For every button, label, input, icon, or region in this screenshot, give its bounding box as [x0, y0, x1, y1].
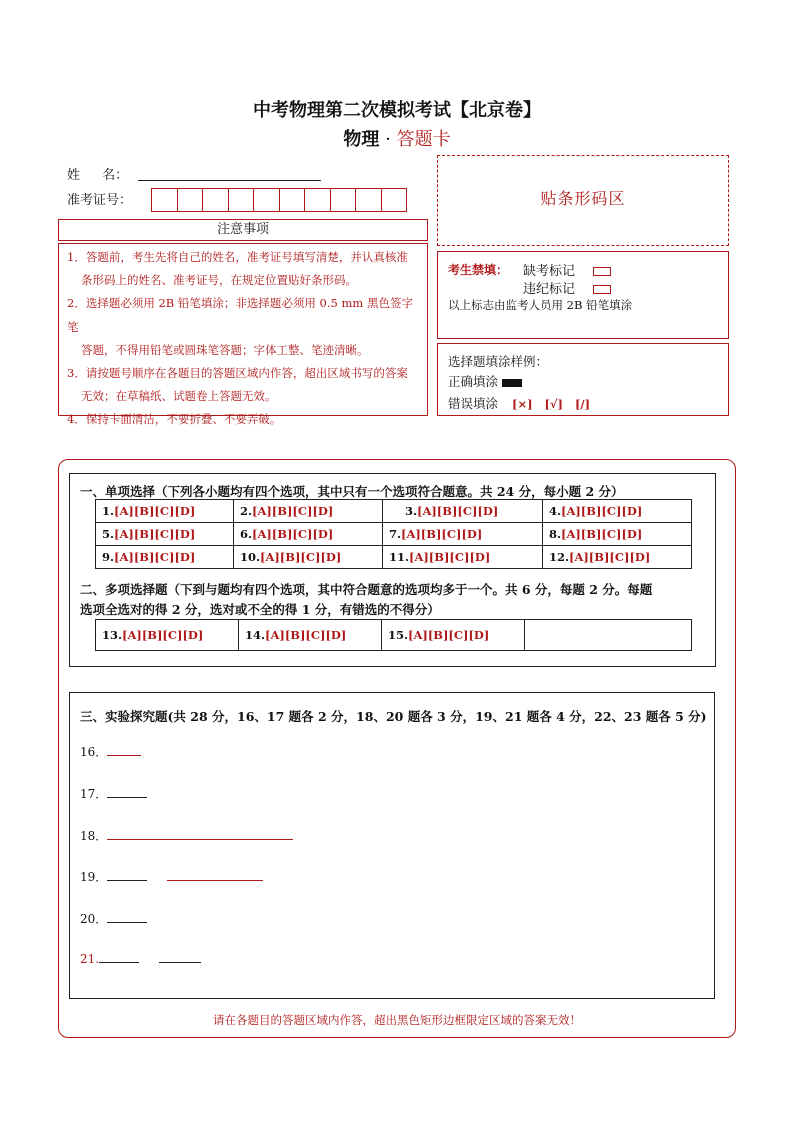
question-cell[interactable]: 12.[A][B][C][D] [542, 546, 691, 569]
question-cell[interactable]: 8.[A][B][C][D] [542, 523, 691, 546]
answer-blank[interactable] [159, 952, 201, 963]
id-digit-box[interactable] [279, 188, 306, 212]
notice-line: 条形码上的姓名、准考证号，在规定位置贴好条形码。 [81, 273, 357, 288]
subject-label: 物理 [343, 129, 380, 150]
exam-title: 中考物理第二次模拟考试【北京卷】 [253, 100, 541, 121]
subtitle-dot: · [385, 129, 391, 150]
section1-heading: 一、单项选择（下列各小题均有四个选项，其中只有一个选项符合题意。共 24 分，每小题 2 分） [80, 484, 624, 499]
filled-mark [502, 379, 522, 387]
experiment-section [69, 692, 715, 999]
examinee-box [437, 251, 729, 339]
notice-line: 3．请按题号顺序在各题目的答题区域内作答，超出区域书写的答案 [67, 366, 408, 381]
answer-blank[interactable] [107, 829, 293, 840]
question-cell[interactable]: 13.[A][B][C][D] [96, 620, 239, 651]
answer-blank[interactable] [167, 870, 263, 881]
answer-18: 18． [80, 827, 293, 844]
absent-row [523, 260, 611, 279]
question-cell[interactable]: 10.[A][B][C][D] [233, 546, 382, 569]
answer-16: 16． [80, 743, 141, 760]
notice-box [58, 243, 428, 427]
table-row [96, 620, 692, 651]
notice-line: 2．选择题必须用 2B 铅笔填涂；非选择题必须用 0.5 mm 黑色签字笔 [67, 296, 413, 334]
table-row [96, 523, 692, 546]
question-cell[interactable]: 15.[A][B][C][D] [382, 620, 525, 651]
notice-line: 无效；在草稿纸、试题卷上答题无效。 [81, 389, 277, 404]
single-choice-grid [95, 499, 692, 569]
name-field[interactable] [138, 179, 321, 181]
id-label: 准考证号： [67, 193, 133, 208]
violation-mark-box[interactable] [593, 285, 611, 294]
absent-mark-box[interactable] [593, 267, 611, 276]
card-subtitle [0, 125, 794, 151]
wrong-marks: [×] [√] [/] [512, 397, 591, 411]
id-digit-box[interactable] [304, 188, 331, 212]
id-digit-box[interactable] [228, 188, 255, 212]
question-cell[interactable]: 7.[A][B][C][D] [382, 523, 542, 546]
section2-heading-line2: 选项全选对的得 2 分，选对或不全的得 1 分，有错选的不得分） [80, 602, 440, 617]
violation-row [523, 278, 611, 297]
examinee-note: 以上标志由监考人员用 2B 铅笔填涂 [448, 298, 633, 312]
notice-line: 4．保持卡面清洁，不要折叠、不要弄破。 [67, 412, 282, 427]
question-cell[interactable]: 6.[A][B][C][D] [233, 523, 382, 546]
question-cell[interactable]: 5.[A][B][C][D] [96, 523, 234, 546]
multi-choice-grid [95, 619, 692, 651]
id-digit-box[interactable] [355, 188, 382, 212]
wrong-row [448, 394, 590, 412]
notice-title: 注意事项 [58, 219, 428, 241]
answer-19: 19． [80, 868, 263, 885]
question-cell[interactable]: 1.[A][B][C][D] [96, 500, 234, 523]
question-cell[interactable]: 2.[A][B][C][D] [233, 500, 382, 523]
question-cell[interactable]: 11.[A][B][C][D] [382, 546, 542, 569]
barcode-label: 贴条形码区 [540, 189, 626, 208]
notice-line: 答题，不得用铅笔或圆珠笔答题；字体工整、笔迹清晰。 [81, 342, 369, 357]
answer-17: 17． [80, 785, 147, 802]
table-row [96, 546, 692, 569]
answer-blank[interactable] [107, 745, 141, 756]
card-label: 答题卡 [396, 129, 451, 150]
name-label: 姓 名： [67, 168, 129, 183]
answer-21: 21. [80, 952, 201, 966]
section3-heading: 三、实验探究题(共 28 分，16、17 题各 2 分，18、20 题各 3 分，19、21 题各 4 分，22、23 题各 5 分) [80, 709, 707, 724]
question-cell[interactable]: 14.[A][B][C][D] [239, 620, 382, 651]
fill-sample-box [437, 343, 729, 416]
answer-blank[interactable] [99, 952, 139, 963]
violation-label: 违纪标记 [523, 282, 576, 297]
table-row [96, 500, 692, 523]
id-number-boxes[interactable] [152, 188, 407, 212]
notice-line: 1．答题前，考生先将自己的姓名，准考证号填写清楚，并认真核准 [67, 250, 408, 264]
examinee-label: 考生禁填： [448, 263, 509, 277]
correct-label: 正确填涂 [448, 374, 499, 389]
id-digit-box[interactable] [330, 188, 357, 212]
id-digit-box[interactable] [253, 188, 280, 212]
answer-blank[interactable] [107, 912, 147, 923]
empty-cell [525, 620, 692, 651]
id-digit-box[interactable] [202, 188, 229, 212]
question-cell[interactable]: 9.[A][B][C][D] [96, 546, 234, 569]
section2-heading-line1: 二、多项选择题（下到与题均有四个选项，其中符合题意的选项均多于一个。共 6 分，每题 2 分。每题 [80, 582, 653, 597]
wrong-label: 错误填涂 [448, 396, 499, 411]
choice-section [69, 473, 716, 667]
question-cell[interactable]: 3.[A][B][C][D] [382, 500, 542, 523]
sample-title: 选择题填涂样例： [448, 354, 549, 369]
answer-blank[interactable] [107, 787, 147, 798]
id-digit-box[interactable] [177, 188, 204, 212]
id-digit-box[interactable] [151, 188, 178, 212]
footer-warning: 请在各题目的答题区域内作答，超出黑色矩形边框限定区域的答案无效！ [213, 1013, 581, 1027]
absent-label: 缺考标记 [523, 264, 576, 279]
correct-row [448, 372, 522, 390]
id-digit-box[interactable] [381, 188, 408, 212]
barcode-area [437, 155, 729, 246]
answer-20: 20． [80, 910, 147, 927]
answer-blank[interactable] [107, 870, 147, 881]
question-cell[interactable]: 4.[A][B][C][D] [542, 500, 691, 523]
